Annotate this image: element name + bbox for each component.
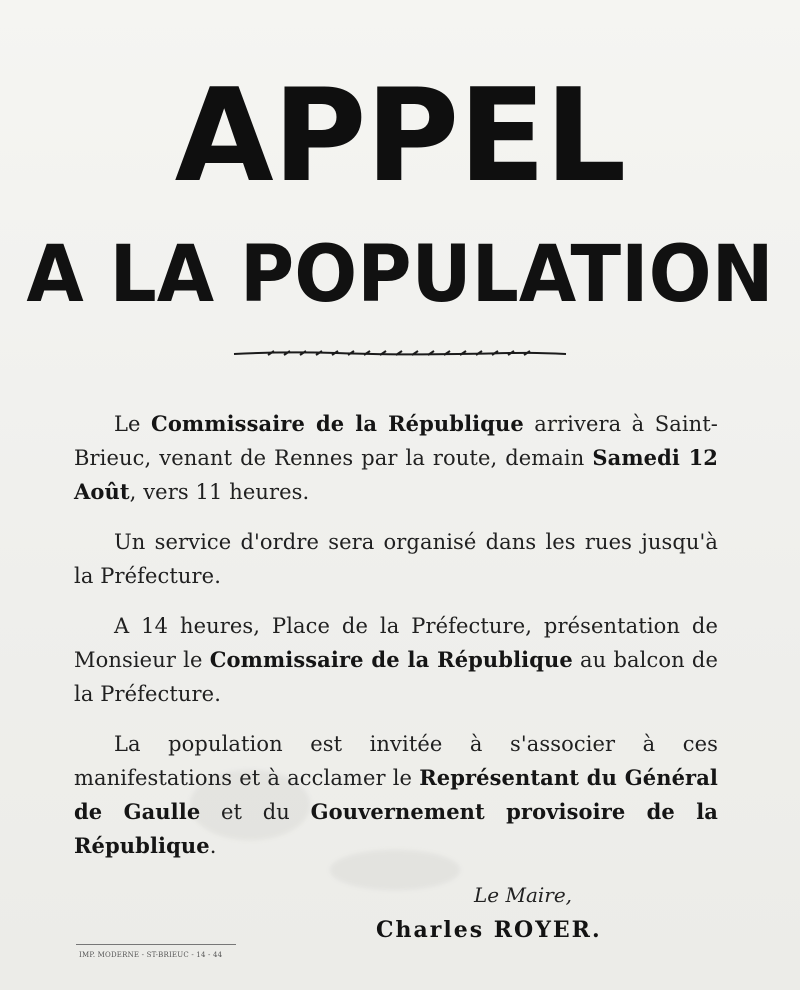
announcement-body [74, 407, 718, 879]
paragraph-fragment: Commissaire de la République [151, 411, 524, 436]
paragraph-fragment: Un service d'ordre sera organisé dans les rues jusqu'à la Préfecture. [74, 530, 718, 588]
announcement-paragraph-1 [74, 407, 718, 509]
paragraph-fragment: arrivera à Saint-Brieuc, venant de Rennes par la route, demain [74, 412, 718, 470]
printer-imprint: IMP. MODERNE - ST-BRIEUC - 14 - 44 [79, 951, 223, 959]
signature-name: Charles ROYER. [376, 917, 602, 943]
paragraph-fragment: Gouvernement provisoire de la République [74, 799, 718, 858]
paragraph-fragment: , vers 11 heures. [129, 480, 310, 504]
paragraph-fragment: Le [114, 412, 152, 436]
paragraph-fragment: A 14 heures, Place de la Préfecture, présentation de Monsieur le [74, 614, 718, 672]
headline-appel: APPEL [174, 62, 626, 211]
printer-rule [76, 944, 236, 945]
paragraph-fragment: Représentant du Général de Gaulle [74, 765, 718, 824]
paragraph-fragment: au balcon de la Préfecture. [74, 648, 718, 706]
announcement-paragraph-2 [74, 525, 718, 593]
announcement-paragraph-4 [74, 727, 718, 863]
paragraph-fragment: et du [200, 800, 311, 824]
paragraph-fragment: Commissaire de la République [209, 647, 573, 672]
paragraph-fragment: La population est invitée à s'associer à ces manifestations et à acclamer le [74, 732, 718, 790]
headline-population: A LA POPULATION [26, 230, 774, 320]
paragraph-fragment: . [209, 834, 217, 858]
paragraph-fragment: Samedi 12 Août [74, 445, 718, 504]
signature-role: Le Maire, [474, 883, 573, 907]
decorative-ornament-rule [232, 343, 568, 363]
announcement-paragraph-3 [74, 609, 718, 711]
